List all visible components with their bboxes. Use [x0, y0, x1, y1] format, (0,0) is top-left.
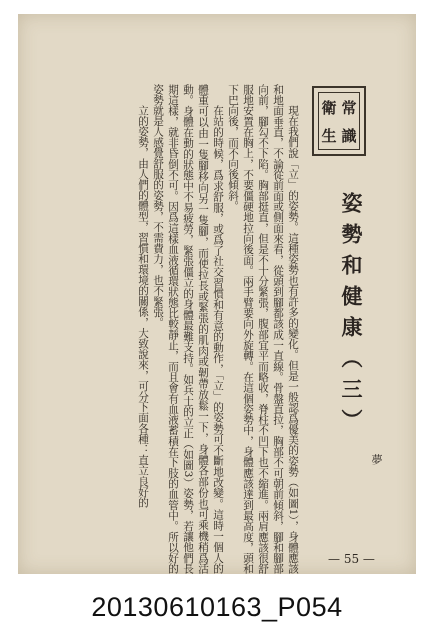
column-label-grid — [318, 92, 360, 150]
article-author: 夢 — [370, 454, 383, 467]
column-label-seal — [312, 86, 366, 156]
column-label-char: 識 — [341, 126, 357, 145]
column-label-char: 生 — [321, 126, 337, 145]
archive-id-caption: 20130610163_P054 — [91, 592, 343, 622]
scanned-page — [18, 14, 416, 574]
column-label-char: 常 — [341, 98, 357, 117]
page-number: — 55 — — [328, 552, 375, 566]
column-label-char: 衛 — [321, 98, 337, 117]
article-paragraph: 現在我們說「立」的姿勢。這種姿勢也有許多的變化。但是一般認爲優美的姿勢（如圖1），身體應該和地面垂直，不論從前面或側面來看，從頭到腳都該成一直線。骨盤直拉，胸部不可朝前傾斜，腳和腳部向前，腳勾不下陷。胸部挺直，但是不十分緊張，腹部宜平而略收，脊柱不凹下也不縮進。兩肩應該很舒服地安置在胸上，不要僵硬地拉向後面。兩手臂要向外旋轉。在這個姿勢中，身體應該達到最高度，頭和下巴向後，而不向後傾斜。 — [227, 84, 299, 574]
article-title: 姿勢和健康（三） — [339, 192, 364, 440]
article-body — [78, 84, 300, 574]
article-paragraph: 在站的時候，爲求舒服，或爲了社交習慣和有意的動作，「立」的姿勢可不斷地改變。這時一個人的體重可以由一隻腳移向另一隻腳，而使拉長或緊張的肌肉或韌帶放鬆一下，身體各部份也可乘機稍爲活動。身體在動的狀態中不易疲勞，緊張僵立的身體最難支持。如兵士的立正（如圖3）姿勢，若讓他們長期這樣，就非昏倒不可。因爲這樣血液循環狀態比較靜止，而且會有血液蓄積在下肢的血管中。所以好的姿勢就是人感覺舒服的姿勢，不需費力，也不緊張。 — [152, 84, 224, 574]
article-paragraph: 立的姿勢，由人們的體型，習慣和環境的關係，大致說來，可分下面各種：直立良好的 — [137, 105, 149, 508]
